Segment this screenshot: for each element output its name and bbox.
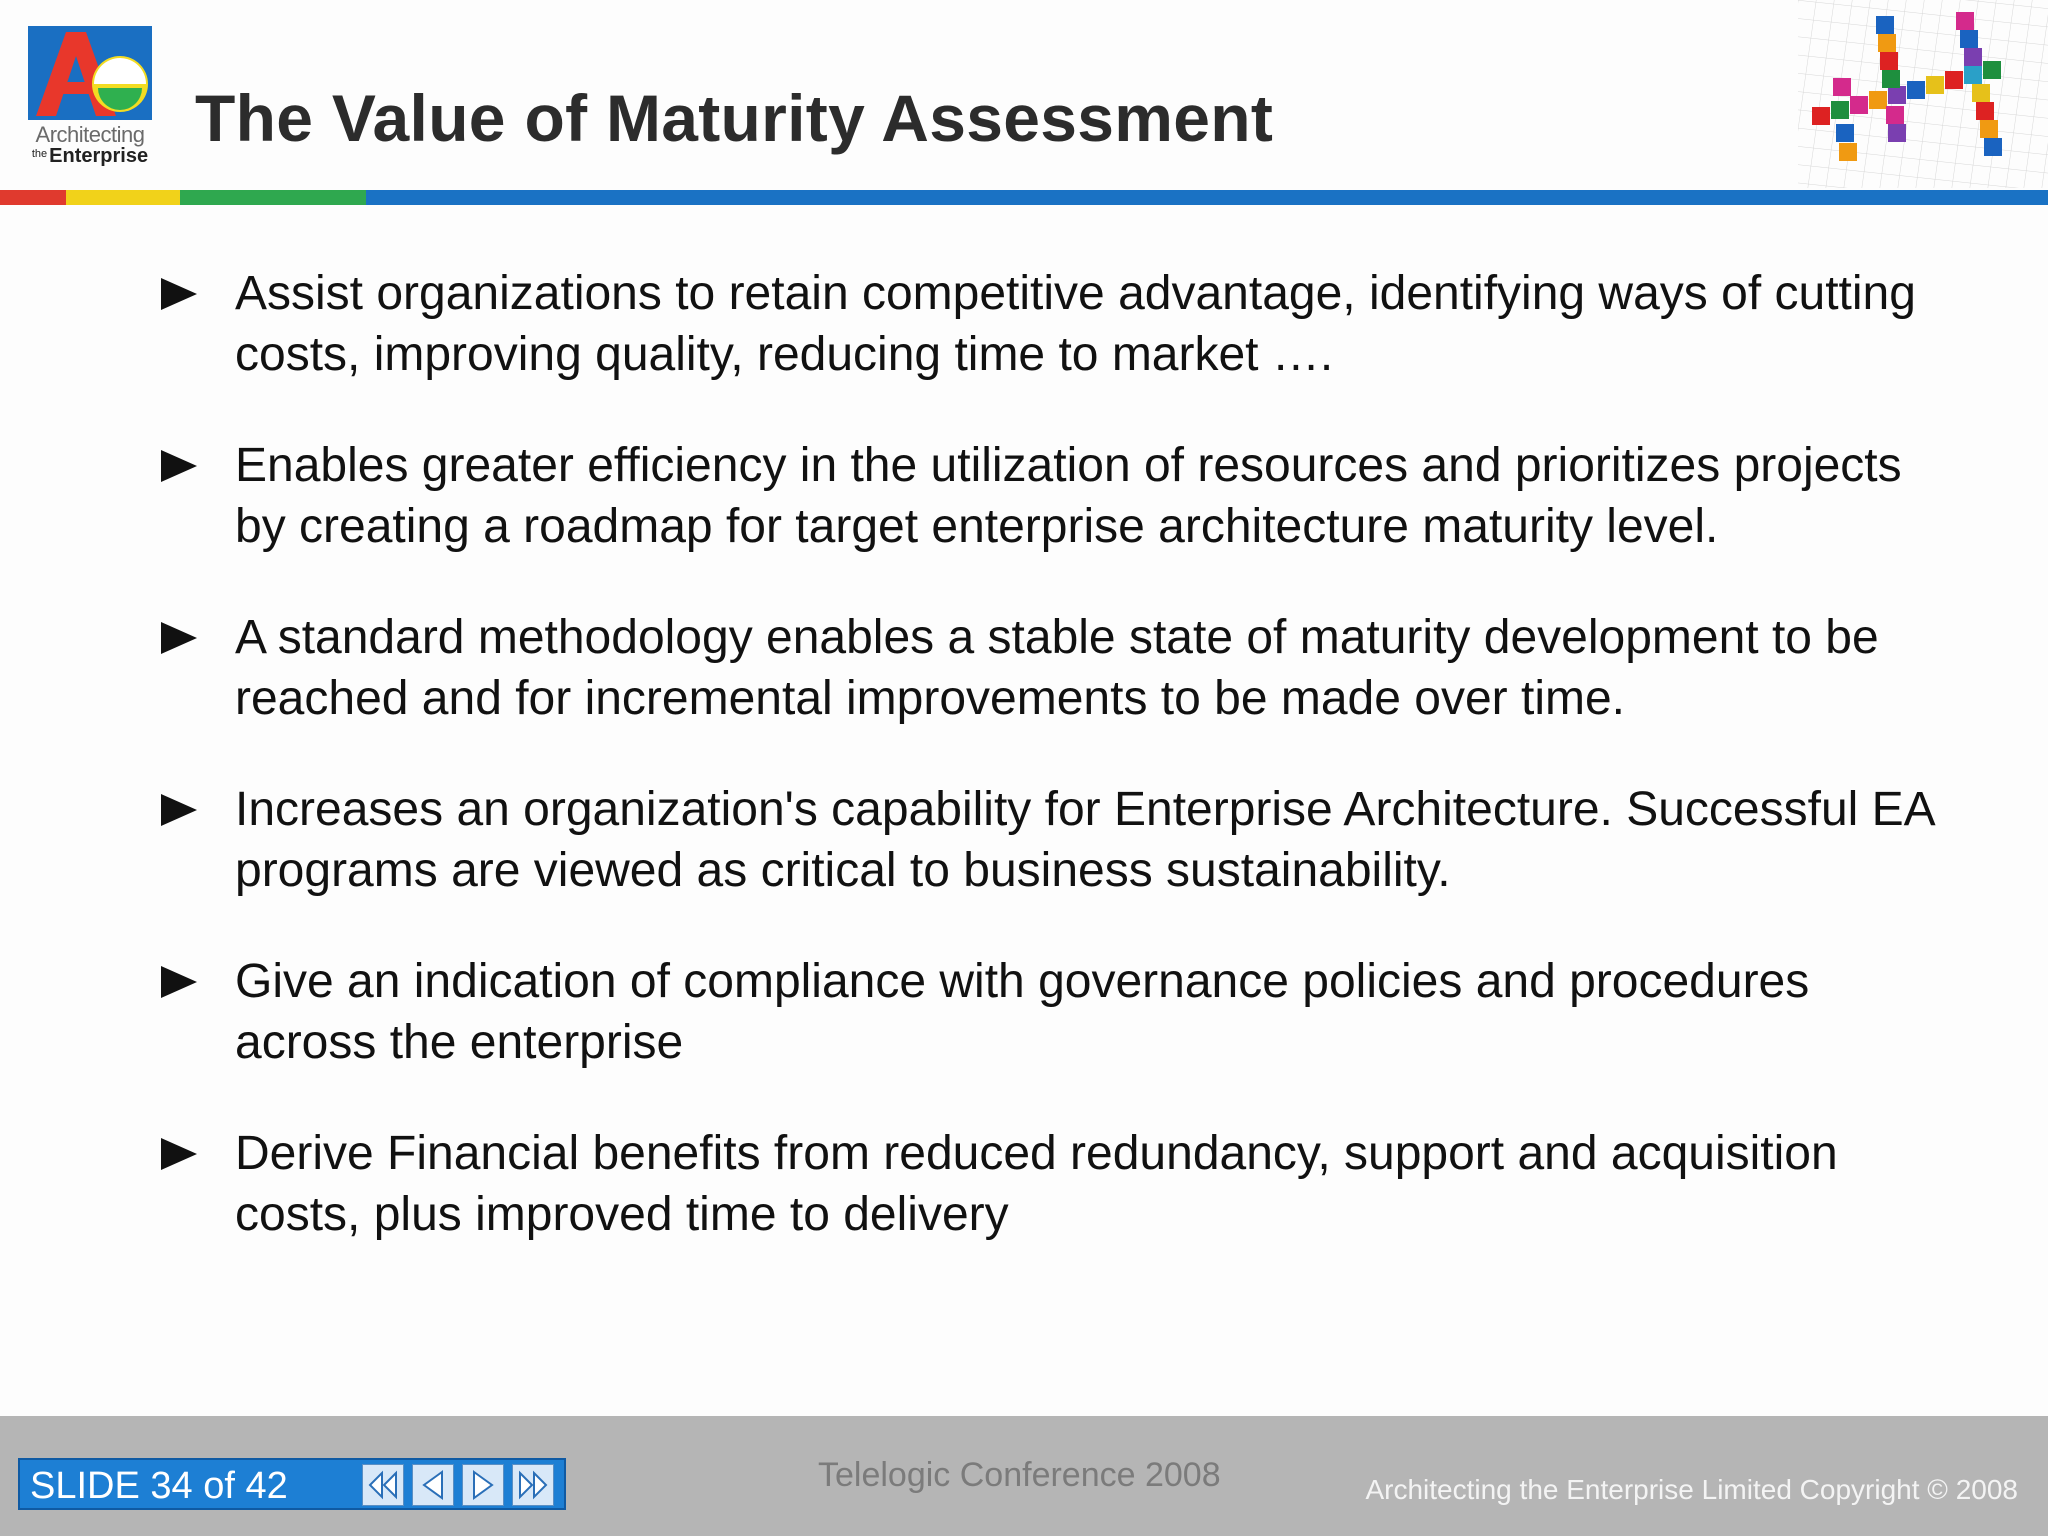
stripe-green [180,190,366,205]
bullet-text: A standard methodology enables a stable state of maturity development to be reached and for incremental improvements to be made over time. [235,611,1879,725]
chevron-left-icon [416,1468,450,1502]
first-slide-button[interactable] [362,1464,404,1506]
slide-footer [0,1416,2048,1536]
bullet-text: Assist organizations to retain competitive advantage, identifying ways of cutting costs, improving quality, reducing time to market …. [235,267,1916,381]
bullet-item [155,607,1955,729]
bullet-text: Give an indication of compliance with governance policies and procedures across the enterprise [235,955,1810,1069]
triangle-bullet-icon [161,794,197,826]
header-color-stripe [0,190,2048,205]
last-slide-button[interactable] [512,1464,554,1506]
slide-counter-label: SLIDE 34 of 42 [30,1465,288,1507]
leadership-crossword-icon [1798,0,2048,188]
bullet-item [155,263,1955,385]
ae-logo-icon [28,26,152,120]
bullet-item [155,951,1955,1073]
bullet-item [155,435,1955,557]
conference-label: Telelogic Conference 2008 [818,1456,1221,1494]
logo-text-architecting: Architecting [35,122,145,147]
stripe-blue [366,190,2048,205]
bullet-text: Increases an organization's capability for Enterprise Architecture. Successful EA programs are viewed as critical to business sustainability. [235,783,1934,897]
triangle-bullet-icon [161,450,197,482]
bullet-list [155,263,1955,1295]
logo-text-the: the [31,148,48,160]
next-slide-button[interactable] [462,1464,504,1506]
bullet-item [155,779,1955,901]
slide-title: The Value of Maturity Assessment [195,81,1274,155]
logo-text-enterprise-word: Enterprise [49,145,149,167]
triangle-bullet-icon [161,966,197,998]
triangle-bullet-icon [161,278,197,310]
bullet-text: Enables greater efficiency in the utilization of resources and prioritizes projects by creating a roadmap for target enterprise architecture maturity level. [235,439,1902,553]
double-chevron-right-icon [516,1468,550,1502]
slide-navigation-bar [18,1458,566,1510]
stripe-red [0,190,66,205]
triangle-bullet-icon [161,1138,197,1170]
copyright-label: Architecting the Enterprise Limited Copyright © 2008 [1365,1474,2018,1505]
double-chevron-left-icon [366,1468,400,1502]
bullet-item [155,1123,1955,1245]
previous-slide-button[interactable] [412,1464,454,1506]
logo-text-enterprise [30,145,150,168]
chevron-right-icon [466,1468,500,1502]
stripe-yellow [66,190,180,205]
triangle-bullet-icon [161,622,197,654]
company-logo [28,26,152,166]
bullet-text: Derive Financial benefits from reduced redundancy, support and acquisition costs, plus improved time to delivery [235,1127,1838,1241]
